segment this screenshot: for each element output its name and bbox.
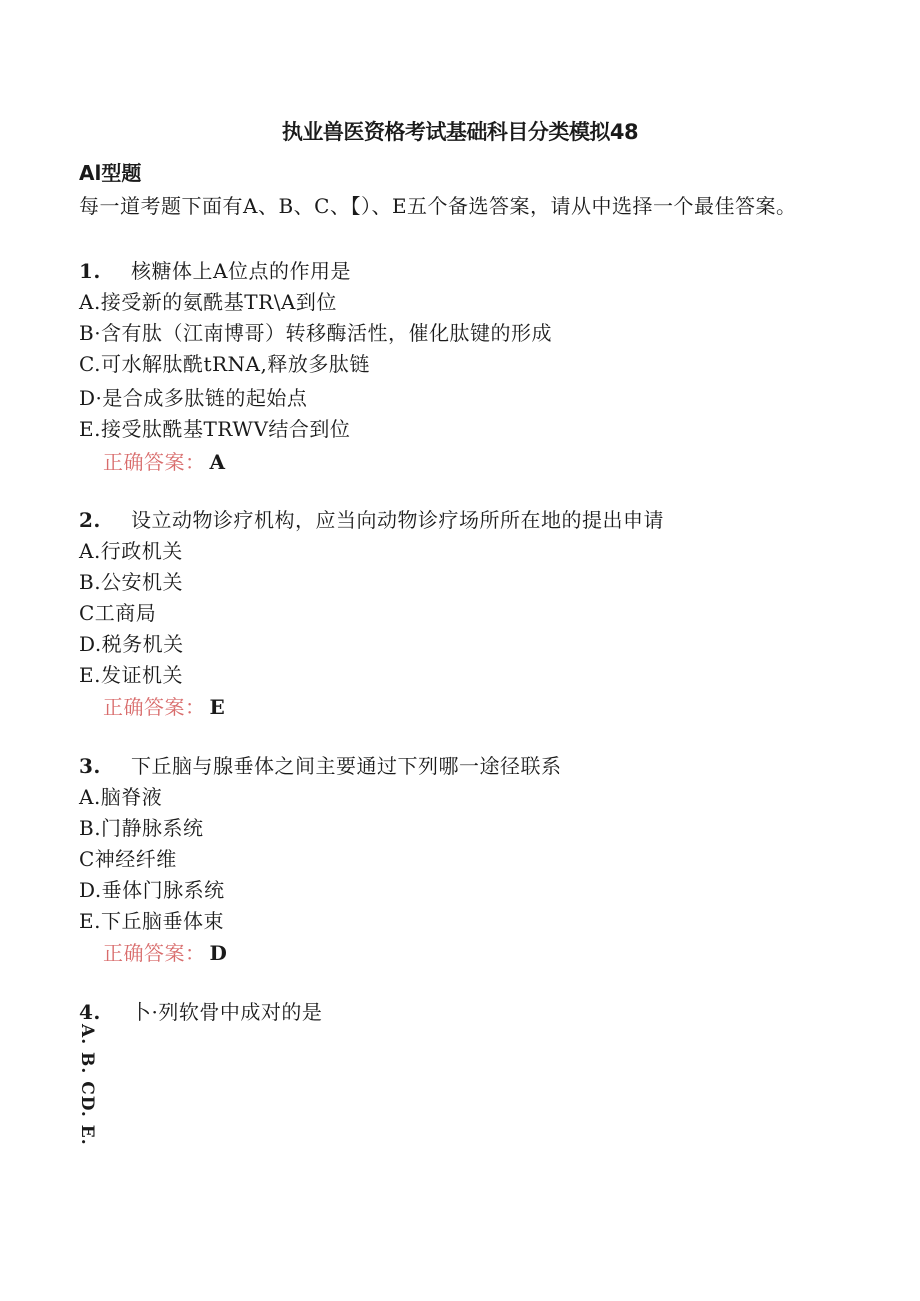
question-text: 核糖体上A位点的作用是 (131, 259, 351, 283)
option-e: E.下丘脑垂体束 (79, 909, 224, 933)
question-number: 1. (79, 259, 101, 283)
question-3 (79, 750, 562, 779)
answer-value: E (209, 695, 226, 719)
option-a: A.脑脊液 (79, 785, 163, 809)
option-c: C神经纤维 (79, 847, 177, 871)
question-number: 3. (79, 754, 101, 778)
option-e: E.接受肽酰基TRWV结合到位 (79, 417, 351, 441)
option-b: B.公安机关 (79, 570, 184, 594)
answer-label: 正确答案： (103, 695, 206, 719)
option-c: C.可水解肽酰tRNA,释放多肽链 (79, 352, 370, 376)
instruction-text: 每一道考题下面有A、B、C、【）、E五个备选答案，请从中选择一个最佳答案。 (79, 194, 797, 218)
question-1 (79, 255, 351, 284)
question-text: 设立动物诊疗机构，应当向动物诊疗场所所在地的提出申请 (131, 508, 664, 532)
question-4 (79, 996, 322, 1025)
question-number: 2. (79, 508, 101, 532)
question-number: 4. (79, 1000, 101, 1024)
question-2 (79, 504, 664, 533)
answer-value: D (209, 941, 228, 965)
section-heading: Al型题 (79, 161, 142, 185)
option-d: D.税务机关 (79, 632, 184, 656)
answer-line (103, 937, 227, 966)
answer-label: 正确答案： (103, 450, 206, 474)
option-b: B·含有肽（江南博哥）转移酶活性，催化肽键的形成 (79, 321, 553, 345)
option-e: E.发证机关 (79, 663, 183, 687)
option-d: D·是合成多肽链的起始点 (79, 386, 308, 410)
vertical-options: A. B. CD. E. (77, 1024, 97, 1146)
document-title: 执业兽医资格考试基础科目分类模拟48 (281, 120, 639, 144)
answer-line (103, 691, 225, 720)
answer-value: A (209, 450, 226, 474)
question-text: 卜·列软骨中成对的是 (131, 1000, 323, 1024)
option-a: A.接受新的氨酰基TR\A到位 (79, 290, 337, 314)
option-b: B.门静脉系统 (79, 816, 204, 840)
question-text: 下丘脑与腺垂体之间主要通过下列哪一途径联系 (131, 754, 562, 778)
answer-label: 正确答案： (103, 941, 206, 965)
option-d: D.垂体门脉系统 (79, 878, 225, 902)
option-a: A.行政机关 (79, 539, 183, 563)
option-c: C工商局 (79, 601, 157, 625)
answer-line (103, 446, 226, 475)
